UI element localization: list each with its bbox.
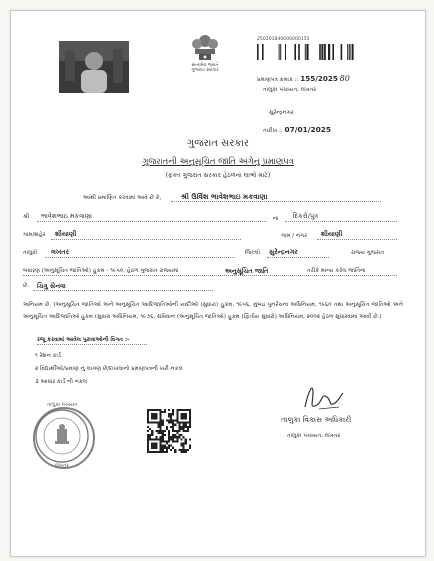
government-title: ગુજરાત સરકાર [186,138,250,149]
village-underline [51,239,241,240]
signatory-title: તાલુકા વિકાસ અધિકારી [281,415,352,424]
relation-label: ના [273,216,279,222]
seal-text-top: તાલુકા પંચાયત [47,402,78,408]
officer-signature [299,379,347,415]
document-item-2: ૨ વિદ્યાર્થીઓ/પ્રમાણ નું લાગણ છે/દાખલાનો પ્રમાણપત્રની ખરી નકલ [35,366,183,372]
emblem-caption [171,63,239,73]
place: સુરેન્દ્રનગર [269,110,294,116]
father-underline [37,221,267,222]
category-underline [23,275,397,276]
town-label: ગામ / નગર [281,233,307,239]
caste-category-suffix: તરીકે માન્ય કરેલ જાતિના [307,268,366,274]
constitution-text: બંધારણ (અનુસૂચિત જાતિઓ) હુકમ - ૧૯૫૦, હેઠળ ગુજરાત રાજ્યમાં [23,268,179,274]
caste-underline [33,290,213,291]
relation-underline [285,221,397,222]
date-value: 07/01/2025 [284,125,332,134]
certificate-page [10,10,426,557]
barcode [257,44,355,60]
district-underline [267,257,329,258]
documents-heading: રજૂ કરવામાં આવેલ પુરાવાઓની વિગત :- [37,337,130,343]
emblem-caption-line2: ગુજરાત સરકાર [191,68,219,73]
town-underline [317,239,397,240]
cert-number-row [257,74,350,84]
taluka-underline [45,257,235,258]
certificate-title: ગુજરાતની અનુસૂચિત જાતિ અંગેનું પ્રમાણપત્ર [142,156,294,166]
office-seal [33,407,95,469]
cert-number-handwritten: 80 [339,74,350,83]
taluka-label: તાલુકો [23,250,38,256]
relation-value: દિકરો/પુત્ર [293,212,319,220]
state-label: રાજ્ય ગુજરાત [351,250,385,256]
document-item-3: ૩ આધાર કાર્ડ ની નકલ [35,379,88,385]
seal-text-bottom: લખતર [55,463,69,469]
caste: ચિત્રુ સેનવા [37,282,66,290]
father-label: શ્રી [23,214,30,220]
village-label: ગામ/શહેર [23,232,46,238]
cert-number-value: 155/2025 [300,74,338,83]
date-label: તારીખ :: [263,128,283,134]
legal-paragraph: અનિયમ છે. (અનુસૂચિત જાતિઓ અને અનુસૂચિત આદિજાતિઓની યાદીઓ (સુધારા) હુકમ, ૧૯૫૬, મુંબઇ પુનર્રચના અધિનિયમ, ૧૯૬૦ તથા અનુસૂચિત જાતિઓ અને અનુસૂચિત આદિજાતિઓ હુકમ (સુધારા અધિનિયમ, ૧૯૭૬, સંવિધાન (અનુસૂચિત જાતિઓ) હુકમ (દ્વિતીય સુધારો) અધિનિયમ, ૨૦૦૨ હેઠળ સુધારવામાં આવી છે.) [23,302,403,320]
father-name: ભાવેશભાઇ મકવાણા [41,212,92,220]
district-label: જિલ્લો [245,250,261,256]
certificate-subtitle: (ફક્ત ગુજરાત સરકાર હેઠળના લાભો માટે) [165,172,271,179]
date-row [263,125,331,135]
qr-code [147,409,191,453]
town: શીયાણી [321,230,343,238]
barcode-number: 250201840000000155 [257,37,310,42]
documents-heading-underline [37,344,147,345]
district: સુરેન્દ્રનગર [269,248,298,256]
caste-category: અનુસૂચિત જાતિ [225,267,269,275]
issuing-office: તાલુકા પંચાયત, લખતર [263,87,317,93]
certify-prefix: આથી પ્રમાણિત કરવામાં આવે છે કે, [83,195,162,201]
cert-number-label: પ્રમાણપત્ર ક્રમાંક :: [257,77,299,83]
signatory-office: તાલુકા પંચાયત, લખતર [287,433,341,439]
caste-label: છે. [23,283,30,289]
taluka: લખતર [51,248,69,256]
applicant-name: શ્રી ઉર્વિશ ભાવેશભાઇ મકવાણા [181,192,268,201]
applicant-photo [59,41,129,93]
village: શીયાણી [55,230,77,238]
document-item-1: ૧ રેશન કાર્ડ [35,353,62,359]
emblem-caption-line1: સત્યમેવ જયતે [191,63,219,68]
state-emblem-icon [185,29,225,63]
